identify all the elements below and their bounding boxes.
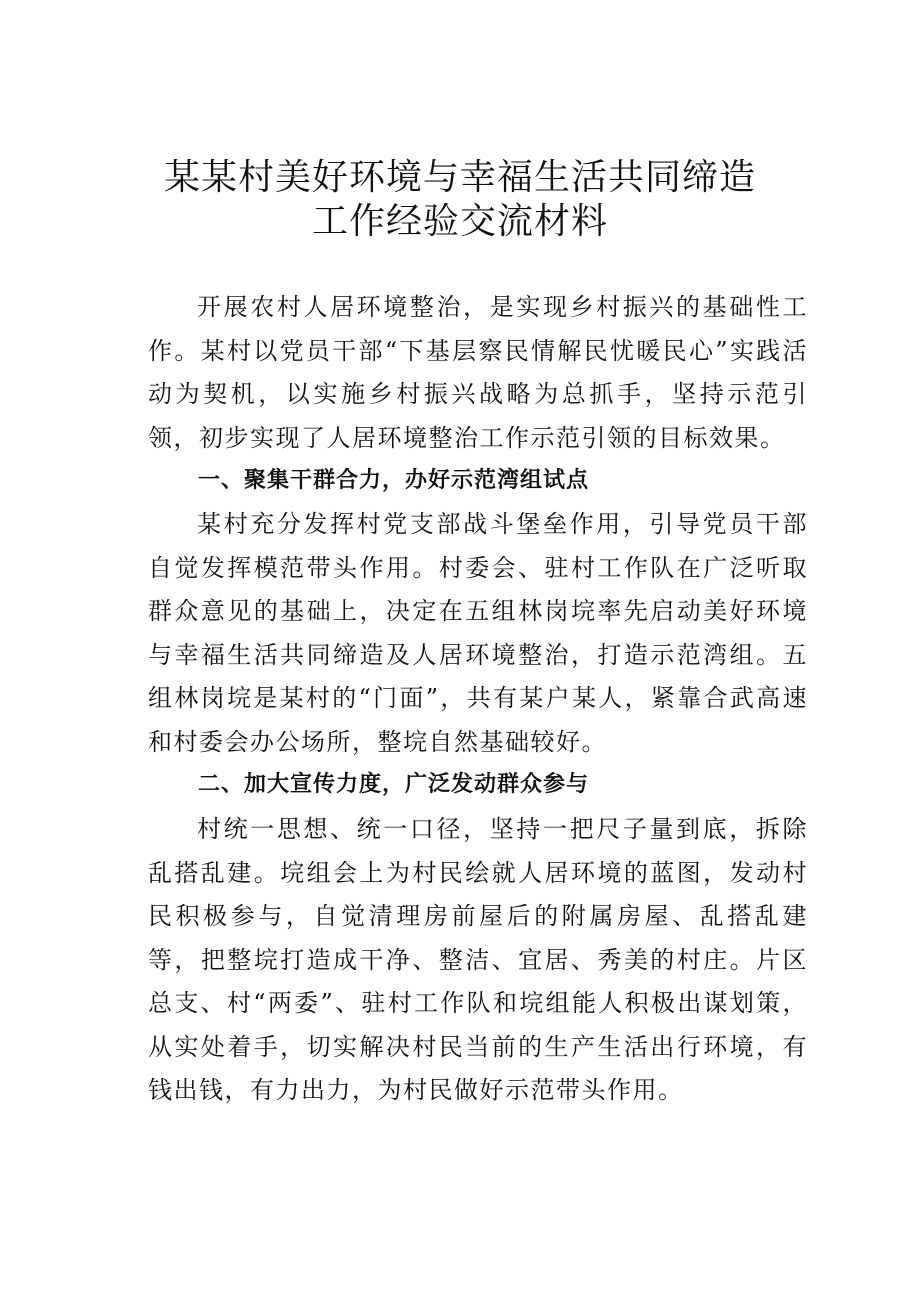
document-title-line-2: 工作经验交流材料 [311, 201, 608, 242]
section-heading-2: 二、加大宣传力度，广泛发动群众参与 [198, 772, 590, 797]
intro-paragraph: 开展农村人居环境整治，是实现乡村振兴的基础性工作。某村以党员干部“下基层察民情解民忧暖民心”实践活动为契机，以实施乡村振兴战略为总抓手，坚持示范引领，初步实现了人居环境整治工作示范引领的目标效果。 [148, 293, 808, 452]
document-title-line-1: 某某村美好环境与幸福生活共同缔造 [163, 157, 756, 198]
section-1-paragraph: 某村充分发挥村党支部战斗堡垒作用，引导党员干部自觉发挥模范带头作用。村委会、驻村工作队在广泛听取群众意见的基础上，决定在五组林岗垸率先启动美好环境与幸福生活共同缔造及人居环境整治，打造示范湾组。五组林岗垸是某村的“门面”，共有某户某人，紧靠合武高速和村委会办公场所，整垸自然基础较好。 [148, 510, 808, 756]
section-heading-1: 一、聚集干群合力，办好示范湾组试点 [198, 468, 590, 493]
section-2-paragraph: 村统一思想、统一口径，坚持一把尺子量到底，拆除乱搭乱建。垸组会上为村民绘就人居环境的蓝图，发动村民积极参与，自觉清理房前屋后的附属房屋、乱搭乱建等，把整垸打造成干净、整洁、宜居、秀美的村庄。片区总支、村“两委”、驻村工作队和垸组能人积极出谋划策，从实处着手，切实解决村民当前的生产生活出行环境，有钱出钱，有力出力，为村民做好示范带头作用。 [148, 815, 808, 1104]
